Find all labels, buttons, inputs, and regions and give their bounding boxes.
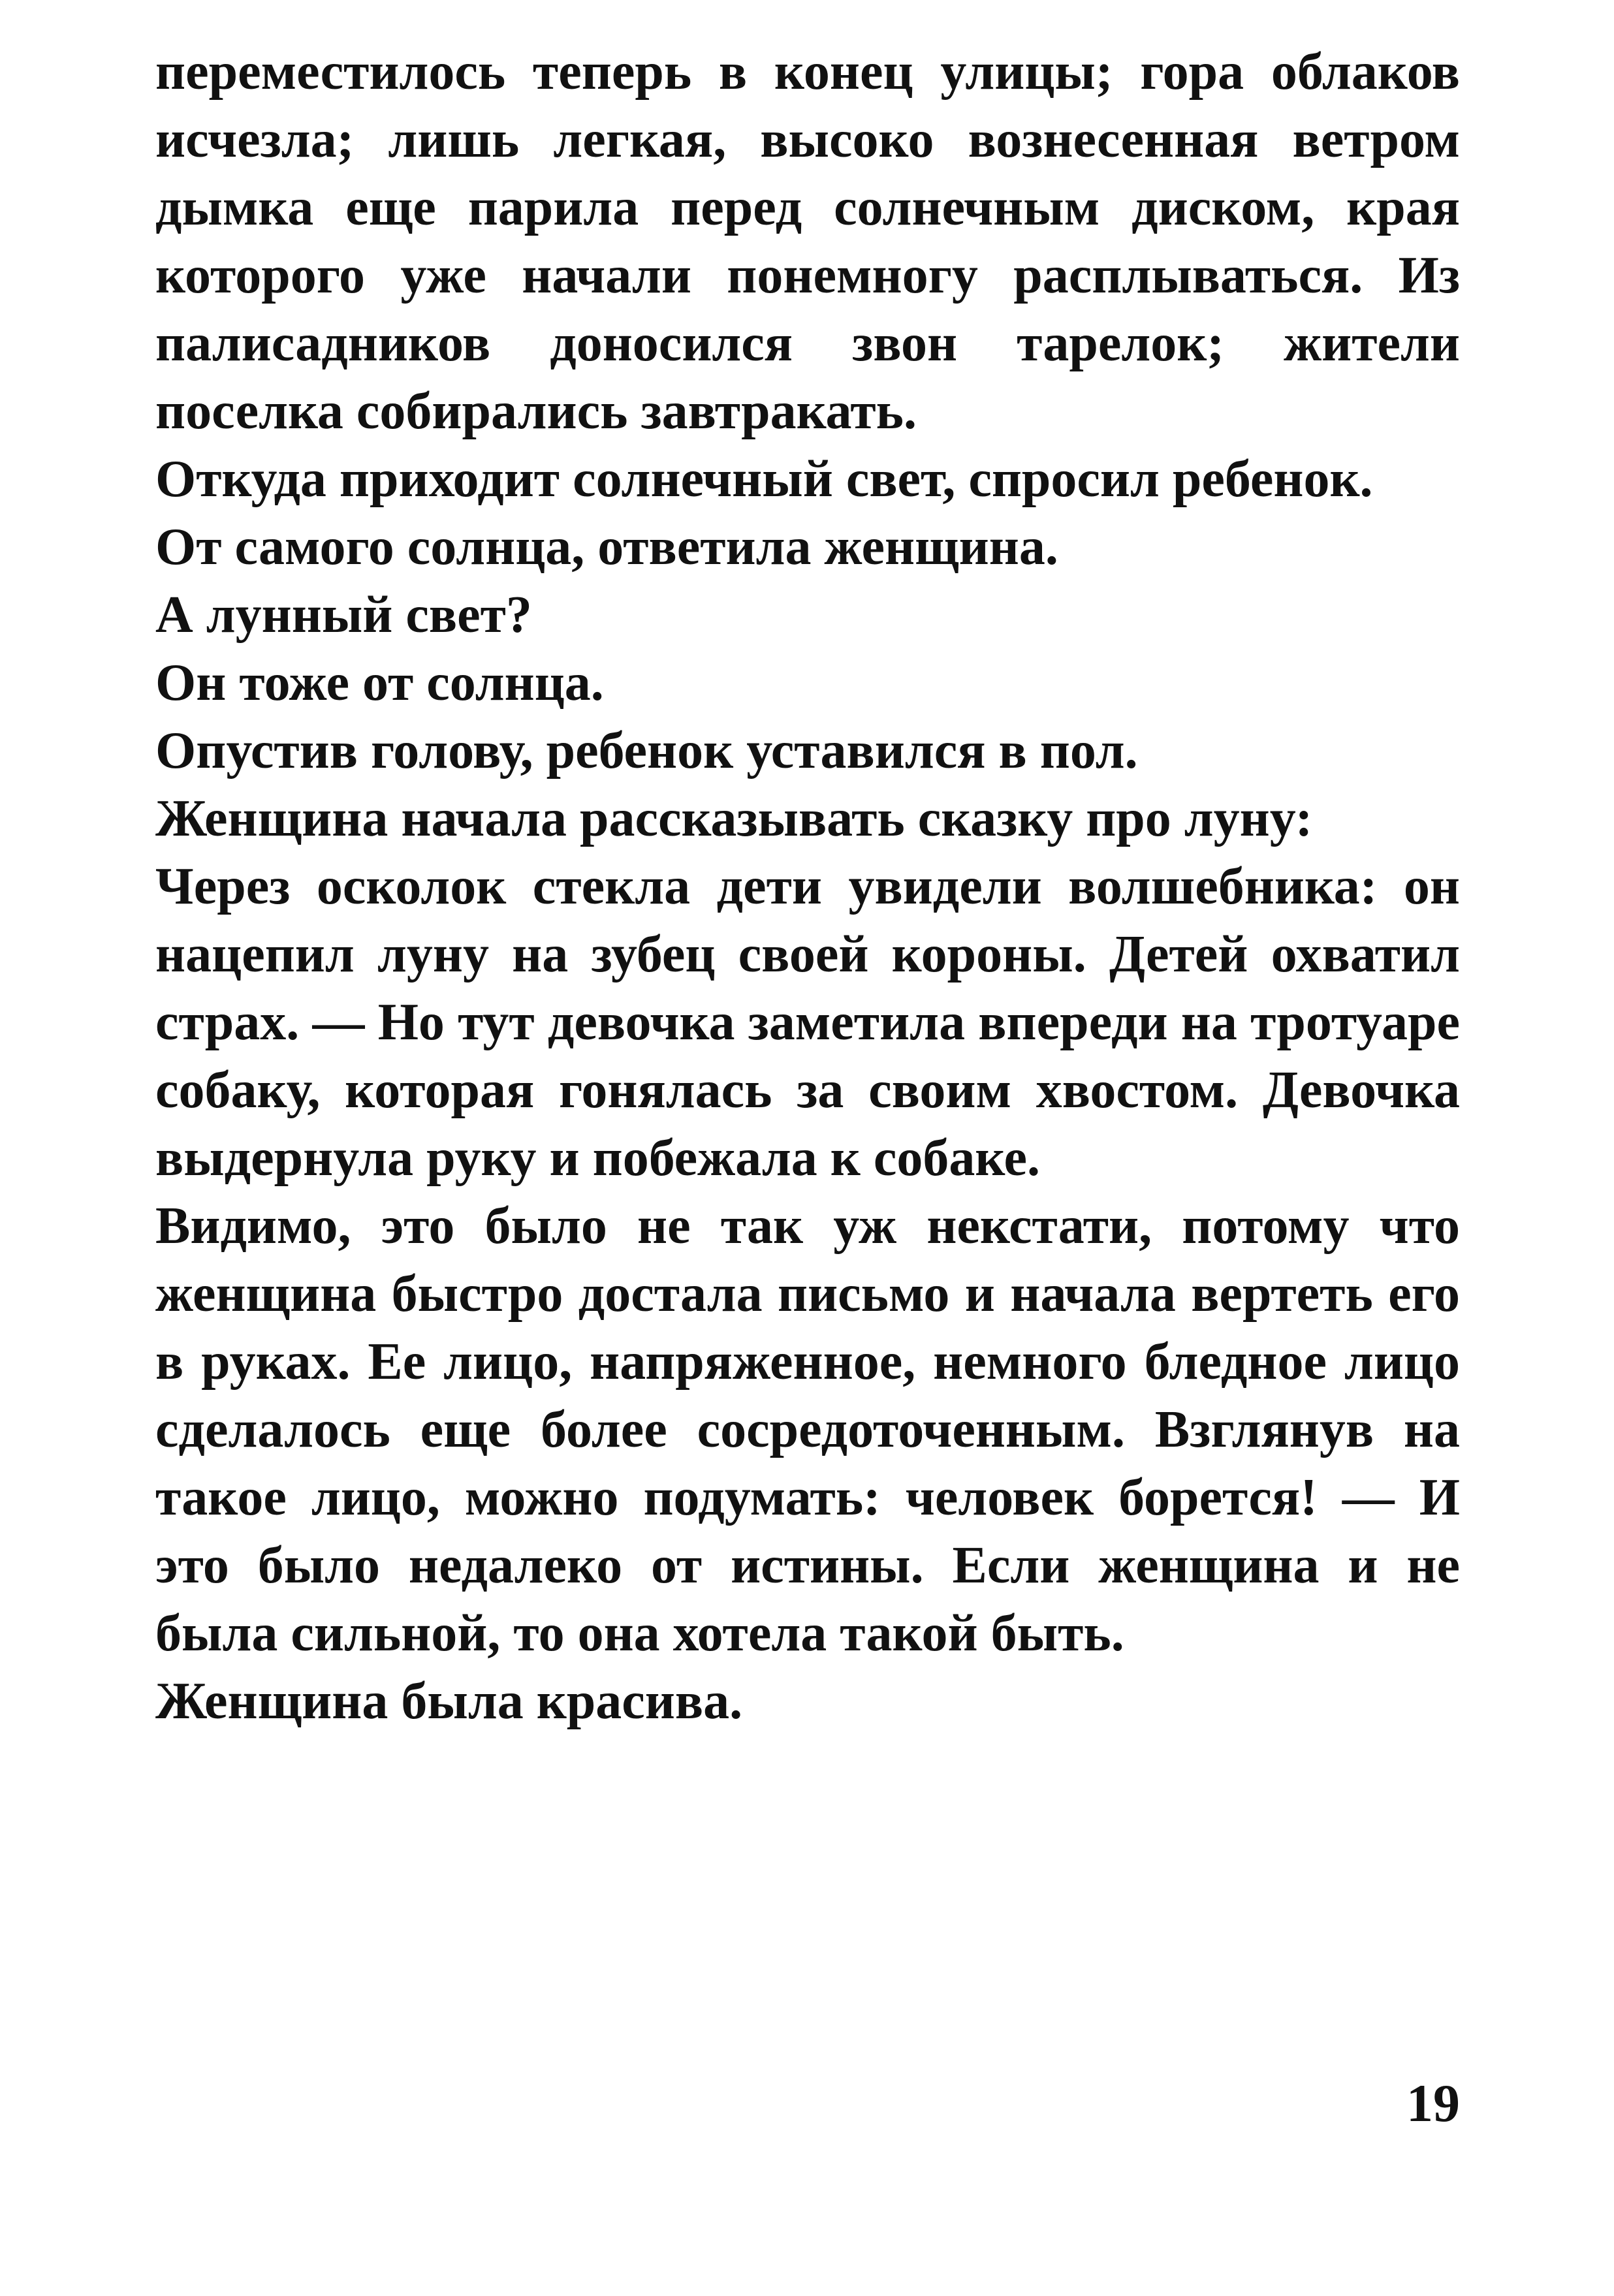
paragraph-3: От самого солнца, ответила женщина. (155, 518, 1058, 576)
paragraph-9: Видимо, это было не так уж некстати, потому что женщина быстро достала письмо и начала вертеть его в руках. Ее лицо, напряженное, немного бледное лицо сделалось еще более сосредоточенным. Взглянув на такое лицо, можно подумать: человек борется! — И это было недалеко от истины. Если женщина и не была сильной, то она хотела такой быть. (155, 1197, 1460, 1662)
paragraph-4: А лунный свет? (155, 586, 532, 644)
paragraph-1: переместилось теперь в конец улицы; гора облаков исчезла; лишь легкая, высоко вознесенная ветром дымка еще парила перед солнечным диском, края которого уже начали понемногу расплываться. Из палисадников доносился звон тарелок; жители поселка собирались завтракать. (155, 43, 1460, 440)
paragraph-5: Он тоже от солнца. (155, 654, 604, 712)
paragraph-7: Женщина начала рассказывать сказку про луну: (155, 790, 1313, 847)
page-number: 19 (1406, 2073, 1460, 2133)
body-text (155, 38, 1460, 1735)
paragraph-2: Откуда приходит солнечный свет, спросил ребенок. (155, 450, 1373, 508)
paragraph-10: Женщина была красива. (155, 1673, 743, 1730)
paragraph-6: Опустив голову, ребенок уставился в пол. (155, 722, 1138, 779)
paragraph-8: Через осколок стекла дети увидели волшебника: он нацепил луну на зубец своей короны. Детей охватил страх. — Но тут девочка заметила впереди на тротуаре собаку, которая гонялась за своим хвостом. Девочка выдернула руку и побежала к собаке. (155, 858, 1460, 1187)
